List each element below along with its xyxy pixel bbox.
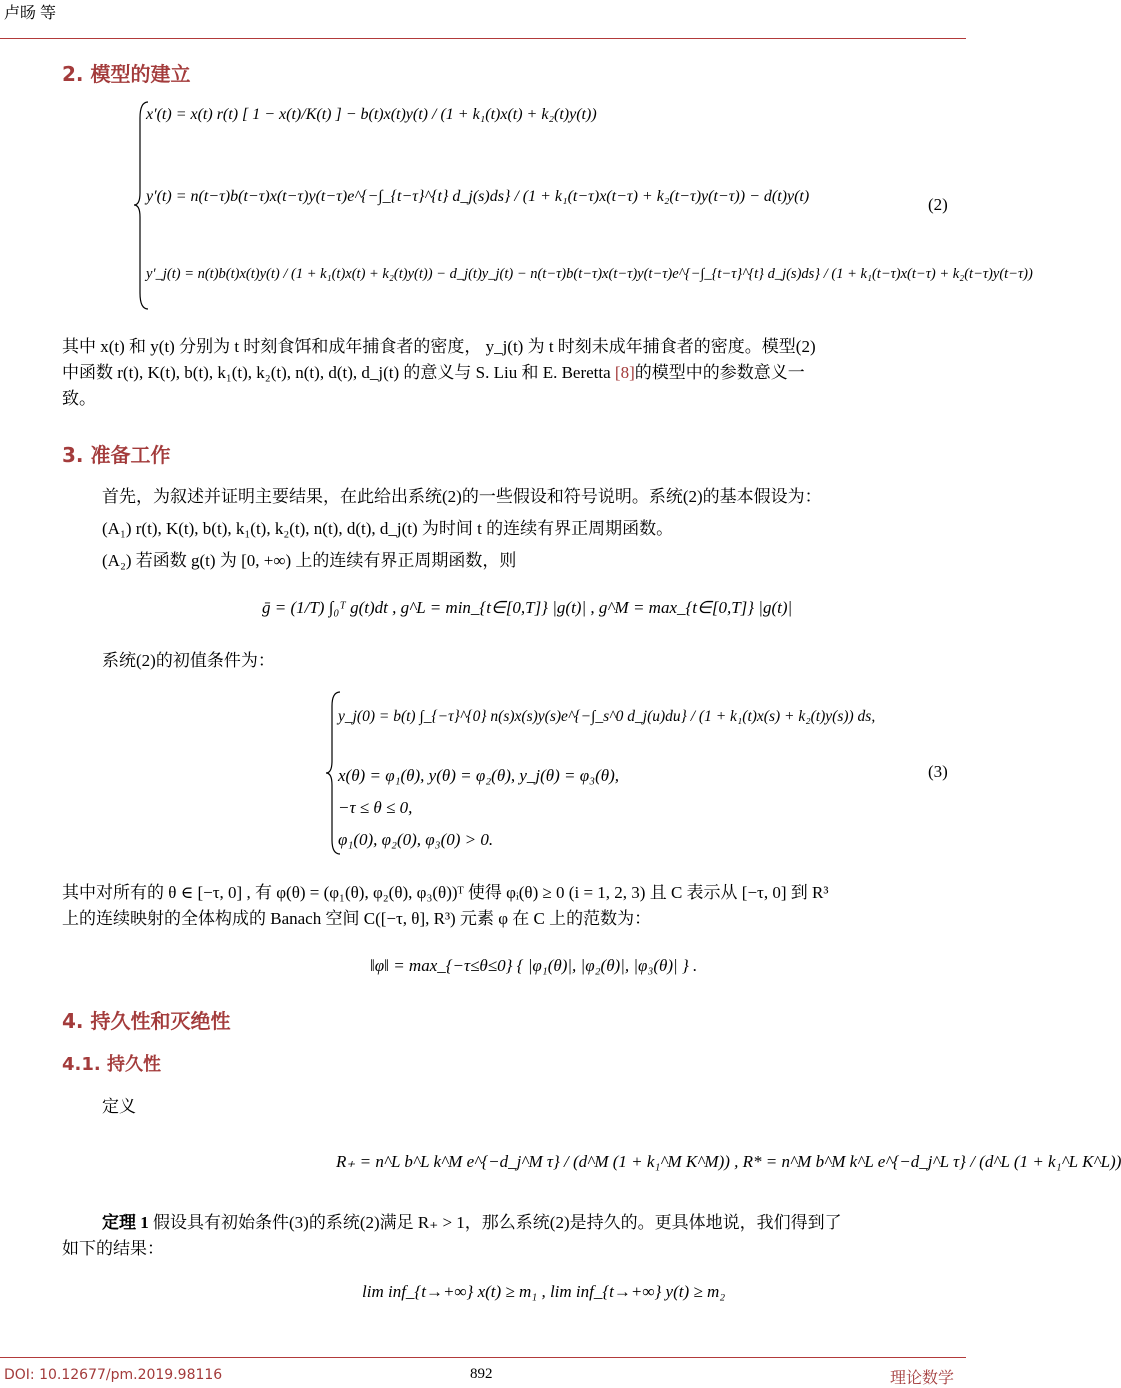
theorem-1-line-2: 如下的结果：: [62, 1239, 164, 1258]
para-line-2-part-b: 的模型中的参数意义一: [634, 363, 805, 382]
definition-equation: ḡ = (1/T) ∫₀ᵀ g(t)dt , g^L = min_{t∈[0,T]} |g(t)| , g^M = max_{t∈[0,T]} |g(t)|: [262, 598, 793, 617]
section-2-paragraph-line-3: 致。: [62, 389, 96, 408]
equation-3-line-4: φ₁(0), φ₂(0), φ₃(0) > 0.: [338, 830, 494, 849]
assumption-a1: (A₁) r(t), K(t), b(t), k₁(t), k₂(t), n(t), d(t), d_j(t) 为时间 t 的连续有界正周期函数。: [102, 519, 674, 538]
footer-doi[interactable]: DOI: 10.12677/pm.2019.98116: [4, 1367, 223, 1383]
equation-3-line-1: y_j(0) = b(t) ∫_{−τ}^{0} n(s)x(s)y(s)e^{−∫_s^0 d_j(u)du} / (1 + k₁(t)x(s) + k₂(t)y(s)) ds,: [338, 708, 876, 725]
after-paragraph-line-2: 上的连续映射的全体构成的 Banach 空间 C([−τ, θ], R³) 元素 φ 在 C 上的范数为：: [62, 909, 652, 928]
equation-2: [132, 98, 1033, 313]
section-2-title: 2. 模型的建立: [62, 62, 191, 86]
after-paragraph-line-1: 其中对所有的 θ ∈ [−τ, 0] , 有 φ(θ) = (φ₁(θ), φ₂(θ), φ₃(θ))ᵀ 使得 φᵢ(θ) ≥ 0 (i = 1, 2, 3) 且 C 表示从 [−τ, 0] 到 R³: [62, 883, 829, 902]
para-line-2-part-a: 中函数 r(t), K(t), b(t), k₁(t), k₂(t), n(t), d(t), d_j(t) 的意义与 S. Liu 和 E. Beretta: [62, 363, 615, 382]
section-4-title: 4. 持久性和灭绝性: [62, 1009, 231, 1033]
footer-page-number: 892: [470, 1366, 493, 1382]
equation-2-number: (2): [928, 195, 948, 214]
theorem-1-label: 定理 1: [102, 1213, 149, 1232]
equation-2-line-2: y′(t) = n(t−τ)b(t−τ)x(t−τ)y(t−τ)e^{−∫_{t−τ}^{t} d_j(s)ds} / (1 + k₁(t−τ)x(t−τ) + k₂(t−τ)y(t−τ)) − d(t)y(t): [146, 188, 810, 205]
section-3-title: 3. 准备工作: [62, 443, 171, 467]
assumption-a2: (A₂) 若函数 g(t) 为 [0, +∞) 上的连续有界正周期函数，则: [102, 551, 517, 570]
section-2-paragraph-line-1: 其中 x(t) 和 y(t) 分别为 t 时刻食饵和成年捕食者的密度， y_j(t) 为 t 时刻未成年捕食者的密度。模型(2): [62, 337, 816, 356]
header-rule: [0, 38, 966, 39]
section-2-paragraph-line-2: [62, 360, 967, 386]
equation-3-number: (3): [928, 762, 948, 781]
liminf-equation: lim inf_{t→+∞} x(t) ≥ m₁ , lim inf_{t→+∞} y(t) ≥ m₂: [362, 1282, 726, 1301]
section-3-intro: 首先，为叙述并证明主要结果，在此给出系统(2)的一些假设和符号说明。系统(2)的基本假设为：: [102, 487, 822, 506]
equation-2-line-1: x′(t) = x(t) r(t) [ 1 − x(t)/K(t) ] − b(t)x(t)y(t) / (1 + k₁(t)x(t) + k₂(t)y(t)): [146, 106, 597, 123]
theorem-1: [62, 1210, 967, 1262]
equation-3: [324, 688, 876, 858]
running-header-authors: 卢旸 等: [4, 5, 57, 22]
definition-label: 定义: [102, 1097, 136, 1116]
section-3-after-paragraph: [62, 880, 967, 932]
norm-equation: ‖φ‖ = max_{−τ≤θ≤0} { |φ₁(θ)|, |φ₂(θ)|, |φ₃(θ)| } .: [370, 956, 698, 975]
equation-2-line-3: y′_j(t) = n(t)b(t)x(t)y(t) / (1 + k₁(t)x(t) + k₂(t)y(t)) − d_j(t)y_j(t) − n(t−τ)b(t−τ)x(t−τ)y(t−τ)e^{−∫_{t−τ}^{t} d_j(s)ds} / (1 + k₁(t−τ)x(t−τ) + k₂(t−τ)y(t−τ)): [146, 266, 1033, 282]
initial-condition-intro: 系统(2)的初值条件为：: [102, 651, 275, 670]
r-definition-equation: R₊ = n^L b^L k^M e^{−d_j^M τ} / (d^M (1 + k₁^M K^M)) , R* = n^M b^M k^L e^{−d_j^L τ} / (d^L (1 + k₁^L K^L)): [336, 1152, 1121, 1171]
theorem-1-text-1: 假设具有初始条件(3)的系统(2)满足 R₊ > 1，那么系统(2)是持久的。更具体地说，我们得到了: [148, 1213, 842, 1232]
equation-3-line-3: −τ ≤ θ ≤ 0,: [338, 798, 413, 817]
reference-8-link[interactable]: [8]: [614, 363, 635, 382]
section-2-paragraph: [62, 334, 967, 412]
footer-journal-name: 理论数学: [890, 1370, 955, 1387]
theorem-1-line-1: [62, 1210, 967, 1236]
equation-3-line-2: x(θ) = φ₁(θ), y(θ) = φ₂(θ), y_j(θ) = φ₃(θ),: [338, 766, 620, 785]
footer-rule: [0, 1357, 966, 1358]
subsection-4-1-title: 4.1. 持久性: [62, 1054, 161, 1075]
